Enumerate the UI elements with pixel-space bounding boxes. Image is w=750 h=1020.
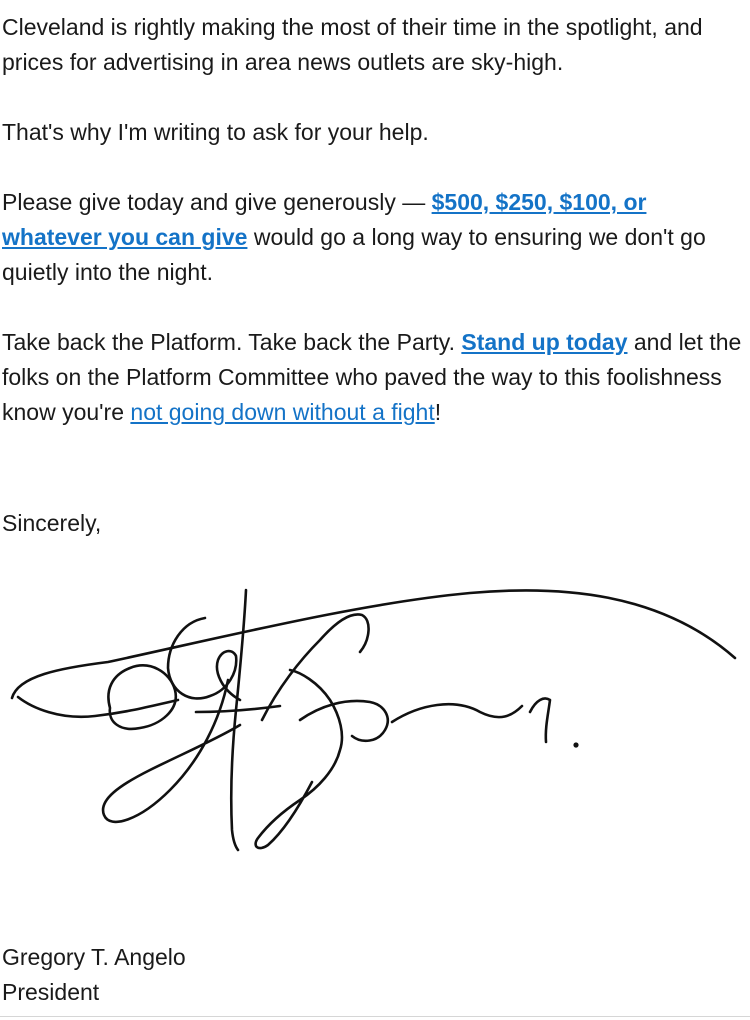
paragraph-spotlight: Cleveland is rightly making the most of their time in the spotlight, and prices for advertising in area news outlets are sky-high. xyxy=(2,14,703,75)
paragraph-ask-help: That's why I'm writing to ask for your help. xyxy=(2,119,429,145)
signer-title: President xyxy=(2,979,100,1005)
take-back-text-end: ! xyxy=(434,399,442,425)
signature-icon xyxy=(0,565,750,910)
signer-name: Gregory T. Angelo xyxy=(2,944,186,970)
donate-amounts-link[interactable]: $500, $250, $100, or whatever you can give xyxy=(2,189,647,250)
email-body xyxy=(2,10,742,465)
stand-up-today-link[interactable]: Stand up today xyxy=(461,329,628,355)
give-today-text-end: would go a long way to ensuring we don't go quietly into the night. xyxy=(2,224,706,285)
closing-salutation: Sincerely, xyxy=(2,510,102,536)
not-going-down-link[interactable]: not going down without a fight xyxy=(130,399,435,425)
give-today-text: Please give today and give generously — xyxy=(2,189,432,215)
bottom-divider xyxy=(0,1016,750,1017)
signer-block xyxy=(2,940,186,1010)
paragraph-give-today xyxy=(2,185,742,290)
take-back-text-middle: and let the folks on the Platform Committee who paved the way to this foolishness know you're xyxy=(2,329,742,425)
paragraph-take-back xyxy=(2,325,742,430)
take-back-text: Take back the Platform. Take back the Party. xyxy=(2,329,462,355)
